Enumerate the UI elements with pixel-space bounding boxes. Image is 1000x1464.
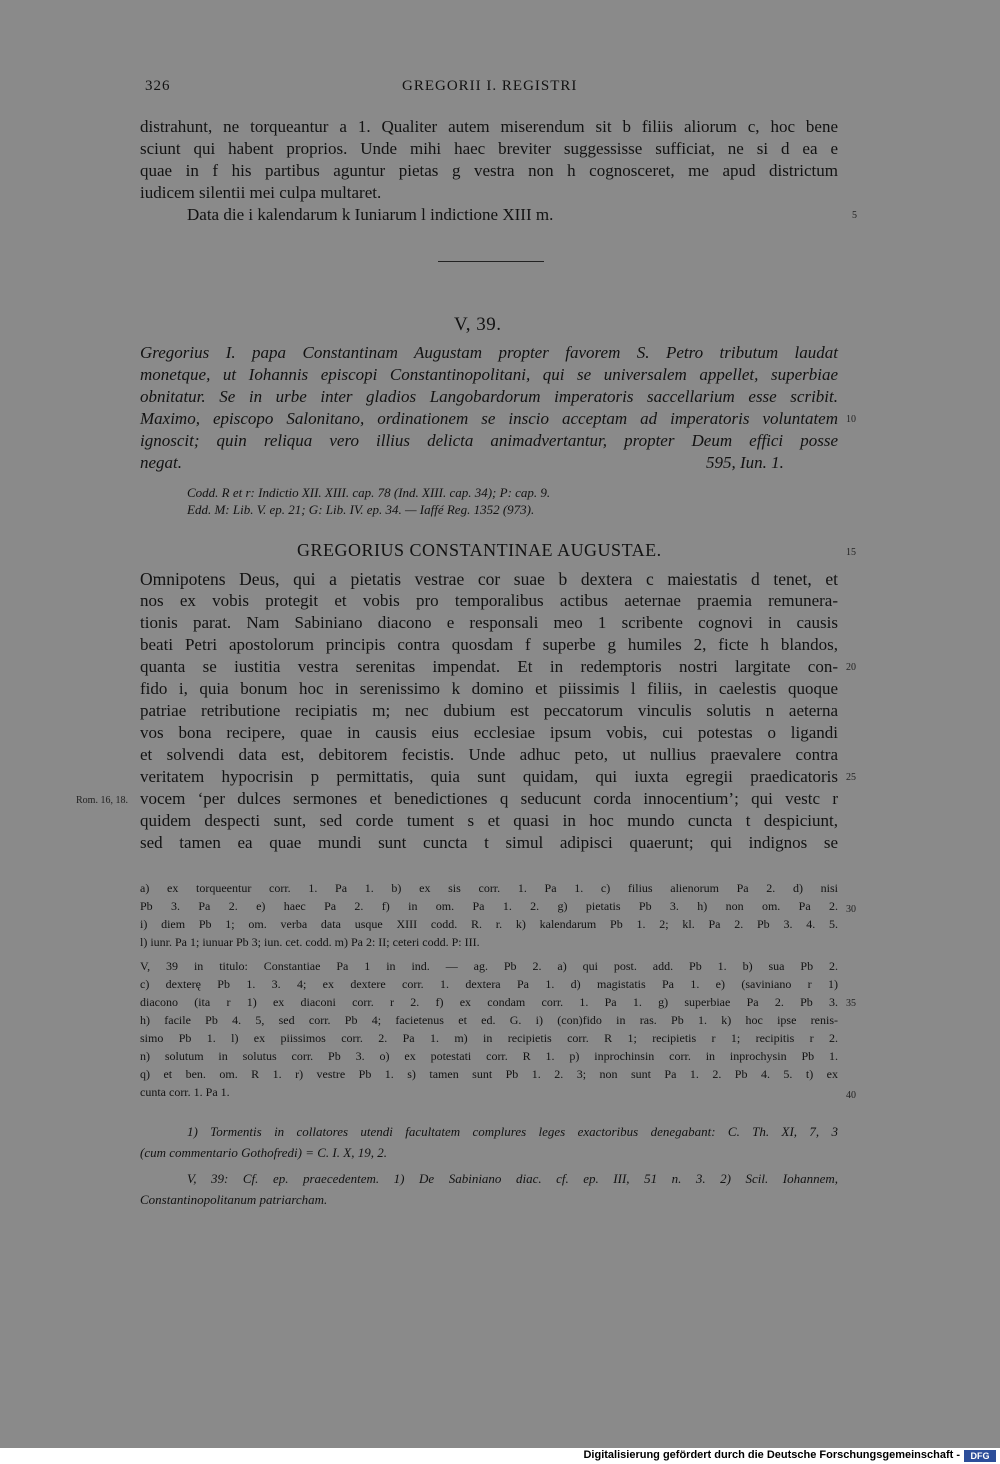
apparatus-1-line-3: i) diem Pb 1; om. verba data usque XIII codd. R. r. k) kalendarum Pb 1. 2; kl. Pa 2. Pb 3. 4. 5. (140, 917, 838, 931)
summary-line-3: obnitatur. Se in urbe inter gladios Langobardorum imperatoris saccellarium esse scribit. (140, 387, 838, 406)
line-number-35: 35 (846, 998, 856, 1009)
top-text-line-1: distrahunt, ne torqueantur a 1. Qualiter autem miserendum sit b filiis aliorum c, hoc bene (140, 117, 838, 136)
apparatus-1-line-4: l) iunr. Pa 1; iunuar Pb 3; iun. cet. codd. m) Pa 2: II; ceteri codd. P: III. (140, 935, 480, 949)
top-text-line-5: Data die i kalendarum k Iuniarum l indictione XIII m. (187, 205, 554, 224)
body-line-4: beati Petri apostolorum principis contra quosdam f superbe g humiles 2, ficte h blandos, (140, 635, 838, 654)
body-line-12: quidem despecti sunt, sed corde tument s et quasi in hoc mundo cuncta t despiciunt, (140, 811, 838, 830)
running-title: GREGORII I. REGISTRI (402, 78, 578, 94)
body-line-1: Omnipotens Deus, qui a pietatis vestrae cor suae b dextera c maiestatis d tenet, et (140, 569, 838, 589)
letter-number: V, 39. (454, 314, 502, 335)
body-line-3: tionis parat. Nam Sabiniano diacono e responsali meo 1 scribente cognovi in causis (140, 613, 838, 632)
body-line-5: quanta se iustitia vestra serenitas impendat. Et in redemptoris nostri largitate con- (140, 657, 838, 676)
notes-1-line-2: (cum commentario Gothofredi) = C. I. X, 19, 2. (140, 1145, 387, 1160)
top-text-line-2: sciunt qui habent proprios. Unde mihi haec breviter suggessisse sufficiat, ne si d ea e (140, 139, 838, 158)
footer-bar (0, 1448, 1000, 1464)
line-number-15: 15 (846, 547, 856, 558)
summary-line-1: Gregorius I. papa Constantinam Augustam propter favorem S. Petro tributum laudat (140, 343, 838, 362)
summary-line-2: monetque, ut Iohannis episcopi Constantinopolitani, qui se universalem appellet, superbiae (140, 365, 838, 384)
apparatus-2-line-7: q) et ben. om. R 1. r) vestre Pb 1. s) tamen sunt Pb 1. 2. 3; non sunt Pa 1. 2. Pb 4. 5. t) ex (140, 1067, 838, 1081)
apparatus-2-line-8: cunta corr. 1. Pa 1. (140, 1085, 230, 1099)
summary-line-4: Maximo, episcopo Salonitano, ordinationem se inscio acceptam ad imperatoris voluntatem (140, 409, 838, 428)
top-text-line-4: iudicem silentii mei culpa multaret. (140, 183, 382, 202)
footer-credit: Digitalisierung gefördert durch die Deutsche Forschungsgemeinschaft - (583, 1449, 960, 1461)
margin-reference: Rom. 16, 18. (76, 795, 128, 806)
body-line-8: vos bona recipere, quae in causis eius ecclesiae ipsum vobis, cui potestas o ligandi (140, 723, 838, 742)
apparatus-2-line-2: c) dexterę Pb 1. 3. 4; ex dextere corr. 1. dextera Pa 1. d) magistatis Pa 1. e) (saviniano r 1) (140, 977, 838, 991)
codices-line-1: Codd. R et r: Indictio XII. XIII. cap. 78 (Ind. XIII. cap. 34); P: cap. 9. (187, 485, 551, 500)
notes-2-line-1: V, 39: Cf. ep. praecedentem. 1) De Sabiniano diac. cf. ep. III, 51 n. 3. 2) Scil. Iohannem, (187, 1171, 838, 1186)
summary-line-5: ignoscit; quin reliqua vero illius delicta animadvertantur, propter Deum effici posse (140, 431, 838, 450)
apparatus-2-line-4: h) facile Pb 4. 5, sed corr. Pb 4; facietenus et ed. G. i) (con)fido in ras. Pb 1. k) hoc ipse renis- (140, 1013, 838, 1027)
line-number-40: 40 (846, 1090, 856, 1101)
apparatus-2-line-1: V, 39 in titulo: Constantiae Pa 1 in ind. — ag. Pb 2. a) qui post. add. Pb 1. b) sua Pb 2. (140, 959, 838, 973)
apparatus-1-line-2: Pb 3. Pa 2. e) haec Pa 2. f) in om. Pa 1. 2. g) pietatis Pb 3. h) non om. Pa 2. (140, 899, 838, 913)
summary-line-6: negat. (140, 453, 183, 472)
letter-date: 595, Iun. 1. (706, 453, 784, 472)
body-line-11: vocem ‘per dulces sermones et benedictiones q seducunt corda innocentium’; qui vestc r (140, 789, 838, 808)
body-line-9: et solvendi data est, debitorem fecistis. Unde adhuc peto, ut nullius praevalere contra (140, 745, 838, 764)
line-number-10: 10 (846, 414, 856, 425)
apparatus-2-line-5: simo Pb 1. l) ex piissimos corr. 2. Pa 1. m) in recipietis corr. R 1; recipietis r 1; recipitis r 2. (140, 1031, 838, 1045)
apparatus-2-line-3: diacono (ita r 1) ex diaconi corr. r 2. f) ex condam corr. 1. Pa 1. g) superbiae Pa 2. Pb 3. (140, 995, 838, 1009)
page-number: 326 (145, 78, 171, 94)
line-number-20: 20 (846, 662, 856, 673)
line-number-30: 30 (846, 904, 856, 915)
letter-address: GREGORIUS CONSTANTINAE AUGUSTAE. (297, 540, 662, 560)
line-number-5: 5 (852, 210, 857, 221)
line-number-25: 25 (846, 772, 856, 783)
body-line-6: fido i, quia bonum hoc in serenissimo k domino et piissimis l filiis, in caelestis quoque (140, 679, 838, 698)
body-line-2: nos ex vobis protegit et vobis pro temporalibus actibus aeternae praemia remunera- (140, 591, 838, 610)
codices-line-2: Edd. M: Lib. V. ep. 21; G: Lib. IV. ep. 34. — Iaffé Reg. 1352 (973). (187, 502, 535, 517)
dfg-logo: DFG (964, 1450, 996, 1462)
apparatus-1-line-1: a) ex torqueentur corr. 1. Pa 1. b) ex sis corr. 1. Pa 1. c) filius alienorum Pa 2. d) nisi (140, 881, 838, 895)
apparatus-2-line-6: n) solutum in solutus corr. Pb 3. o) ex potestati corr. R 1. p) inprochinsin corr. in inprochysin Pb 1. (140, 1049, 838, 1063)
notes-1-line-1: 1) Tormentis in collatores utendi facultatem complures leges exactoribus denegabant: C. Th. XI, 7, 3 (187, 1124, 838, 1139)
notes-2-line-2: Constantinopolitanum patriarcham. (140, 1192, 328, 1207)
section-separator (438, 261, 544, 262)
top-text-line-3: quae in f his partibus aguntur pietas g vestra non h cognosceret, me apud districtum (140, 161, 838, 180)
body-line-7: patriae retributione recipiatis m; nec dubium est peccatorum vinculis solutis n aeterna (140, 701, 838, 720)
body-line-10: veritatem hypocrisin p permittatis, quia sunt quidam, qui iuxta egregii praedicatoris (140, 767, 838, 786)
body-line-13: sed tamen ea quae mundi sunt cuncta t simul adipisci quaerunt; qui indignos se (140, 833, 838, 852)
